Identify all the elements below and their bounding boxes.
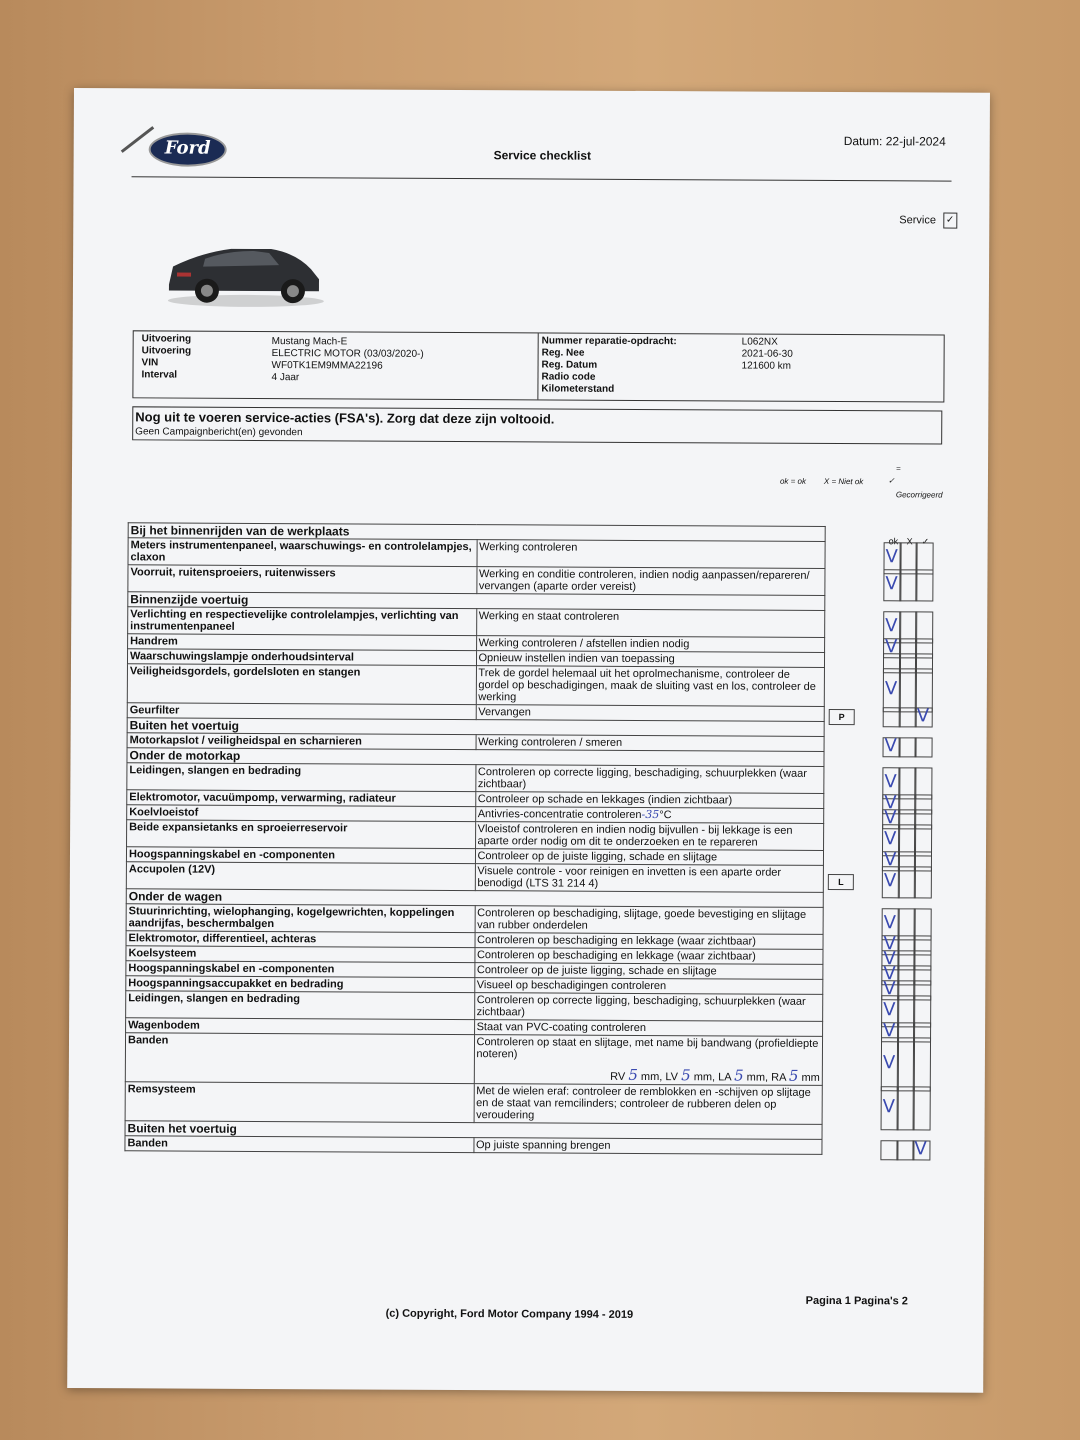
fsa-subtitle: Geen Campaignbericht(en) gevonden — [135, 426, 303, 439]
check-mark-icon: V — [883, 963, 896, 985]
check-action-text: Werking controleren — [479, 541, 578, 554]
check-action-text: Controleer op de juiste ligging, schade en slijtage — [477, 850, 718, 864]
value-km: 121600 km — [741, 360, 792, 372]
check-action — [475, 864, 824, 893]
checklist-row — [125, 1136, 822, 1155]
check-mark-icon: V — [884, 771, 897, 793]
order-labels — [541, 335, 676, 396]
check-action — [474, 1035, 823, 1086]
section-title: Bij het binnenrijden van de werkplaats — [128, 523, 825, 542]
checklist-table — [124, 522, 825, 1155]
checklist-row — [126, 862, 823, 893]
row-tag: L — [828, 874, 854, 890]
tread-unit: mm — [640, 1070, 660, 1084]
corrected-checkbox[interactable] — [915, 737, 933, 758]
date-value: 22-jul-2024 — [885, 134, 946, 149]
page-number: Pagina 1 Pagina's 2 — [805, 1294, 908, 1308]
check-action — [473, 1138, 822, 1155]
check-mark-icon: V — [884, 807, 897, 829]
check-item: Hoogspanningskabel en -componenten — [126, 847, 475, 864]
checklist-row — [125, 1033, 822, 1086]
check-item: Banden — [125, 1033, 474, 1084]
label-interval: Interval — [141, 369, 178, 381]
check-item: Meters instrumentenpaneel, waarschuwings- en controlelampjes, claxon — [128, 538, 477, 567]
corrected-checkbox[interactable] — [914, 866, 932, 899]
checklist-row — [126, 991, 823, 1022]
tread-depths: RV 5 mm, LV 5 mm, LA 5 mm, RA 5 mm — [610, 1065, 820, 1085]
check-mark-icon: V — [914, 1138, 927, 1160]
tread-unit: mm — [801, 1071, 820, 1084]
section-title: Binnenzijde voertuig — [128, 592, 825, 611]
section-title: Buiten het voertuig — [125, 1121, 822, 1140]
check-action-text: Controleren op beschadiging, slijtage, goede bevestiging en slijtage van rubber onderdelen — [477, 907, 807, 932]
tread-lv-label: LV — [665, 1071, 679, 1084]
tread-unit: mm — [746, 1071, 766, 1084]
check-action-text: Vloeistof controleren en indien nodig bijvullen - bij lekkage is een aparte order nodig om dit te onderzoeken en te repareren — [477, 823, 793, 849]
tread-rv-label: RV — [610, 1070, 626, 1083]
tread-lv: 5 — [681, 1066, 691, 1085]
checklist-row — [127, 820, 824, 851]
tread-rv: 5 — [628, 1065, 638, 1084]
col-x: X — [906, 536, 913, 547]
legend-x: X = Niet ok — [823, 476, 864, 487]
check-mark-icon: V — [882, 1096, 896, 1118]
tread-ra-label: RA — [771, 1071, 786, 1084]
label-reg: Reg. Nee — [541, 347, 585, 359]
check-item: Beide expansietanks en sproeierreservoir — [127, 820, 476, 849]
label-order: Nummer reparatie-opdracht: — [541, 335, 677, 348]
value-interval: 4 Jaar — [271, 372, 300, 384]
check-item: Geurfilter — [127, 703, 476, 720]
info-divider — [537, 333, 538, 399]
check-action — [476, 540, 825, 569]
label-km: Kilometerstand — [541, 383, 615, 395]
corrected-checkbox[interactable] — [913, 1086, 931, 1131]
check-item: Leidingen, slangen en bedrading — [127, 763, 476, 792]
check-item: Waarschuwingslampje onderhoudsinterval — [127, 649, 476, 666]
vehicle-values — [271, 336, 423, 385]
car-image — [161, 228, 326, 309]
corrected-checkbox[interactable] — [913, 1037, 931, 1092]
check-action-text: Controleren op beschadiging en lekkage (waar zichtbaar) — [477, 934, 756, 948]
check-action-text: Opnieuw instellen indien van toepassing — [478, 652, 675, 666]
value-reg-date: 2021-06-30 — [741, 348, 793, 360]
check-mark-icon: V — [885, 615, 898, 637]
service-checklist-page — [67, 88, 990, 1393]
col-corrected: ✓ — [921, 536, 930, 547]
check-action-text: Controleren op beschadiging en lekkage (waar zichtbaar) — [476, 949, 756, 963]
fsa-title: Nog uit te voeren service-acties (FSA's). Zorg dat deze zijn voltooid. — [135, 409, 555, 427]
check-action-text: Vervangen — [478, 706, 531, 719]
check-action-text: Controleer op de juiste ligging, schade en slijtage — [476, 964, 717, 978]
section-title: Buiten het voertuig — [127, 718, 824, 737]
checklist-row — [125, 1082, 822, 1125]
check-action-text: Werking controleren / afstellen indien nodig — [478, 637, 690, 651]
check-item: Motorkapslot / veiligheidspal en scharnieren — [127, 733, 476, 750]
check-action-text: Met de wielen eraf: controleer de remblokken en -schijven op slijtage en de staat van remcilinders; controleer de rubberen delen op veroudering — [476, 1085, 811, 1122]
check-action-text: Controleren op correcte ligging, beschadiging, schuurplekken (waar zichtbaar) — [477, 766, 807, 791]
check-action-text: Werking controleren / smeren — [478, 736, 623, 749]
checklist-row — [128, 607, 825, 638]
coolant-value: -35 — [641, 807, 660, 822]
check-action — [475, 765, 824, 794]
check-item: Veiligheidsgordels, gordelsloten en stangen — [127, 664, 476, 705]
section-title: Onder de motorkap — [127, 748, 824, 767]
label-radio: Radio code — [541, 371, 596, 383]
vehicle-labels — [141, 333, 191, 381]
check-action-text: Controleer op schade en lekkages (indien zichtbaar) — [477, 793, 733, 807]
service-label: Service — [899, 214, 937, 227]
check-action-text: Visueel op beschadigingen controleren — [476, 979, 667, 993]
ford-logo: Ford — [149, 132, 227, 166]
value-vin: WF0TK1EM9MMA22196 — [271, 360, 383, 372]
check-item: Remsysteem — [125, 1082, 474, 1123]
check-action-text: Controleren op staat en slijtage, met name bij bandwang (profieldiepte noteren) — [476, 1036, 819, 1061]
check-action-text: Trek de gordel helemaal uit het oprolmechanisme, controleer de gordel op beschadigingen, maak de sluiting vast en los, controleer de werking — [478, 667, 816, 704]
check-mark-icon: V — [883, 870, 897, 892]
checklist-row — [127, 664, 824, 707]
check-item: Voorruit, ruitensproeiers, ruitenwissers — [128, 565, 477, 594]
col-ok: ok — [888, 536, 899, 547]
check-item: Stuurinrichting, wielophanging, kogelgewrichten, koppelingen aandrijfas, beschermbalgen — [126, 904, 475, 933]
check-item: Banden — [125, 1136, 474, 1153]
check-item: Elektromotor, vacuümpomp, verwarming, radiateur — [127, 790, 476, 807]
check-item: Accupolen (12V) — [126, 862, 475, 891]
check-action — [474, 1084, 823, 1125]
check-action-text: Visuele controle - voor reinigen en invetten is een aparte order benodigd (LTS 31 214 4) — [477, 865, 782, 890]
check-mark-icon: V — [883, 948, 896, 970]
copyright: (c) Copyright, Ford Motor Company 1994 - 2019 — [385, 1307, 634, 1321]
check-item: Verlichting en respectievelijke controlelampjes, verlichting van instrumentenpaneel — [128, 607, 477, 636]
check-mark-icon: V — [884, 678, 898, 700]
check-mark-icon: V — [884, 828, 897, 850]
row-tag: P — [829, 709, 855, 725]
check-mark-icon: V — [882, 1052, 896, 1074]
corrected-checkbox[interactable] — [915, 569, 933, 602]
coolant-unit: °C — [659, 809, 672, 822]
header-divider — [132, 176, 952, 181]
tread-unit: mm — [693, 1071, 713, 1084]
tread-la-label: LA — [718, 1071, 732, 1084]
check-mark-icon: V — [883, 933, 896, 955]
check-action — [476, 567, 825, 596]
legend-eq: = — [895, 464, 901, 474]
check-mark-icon: V — [885, 546, 898, 568]
check-mark-icon: V — [883, 978, 896, 1000]
tread-la: 5 — [734, 1066, 744, 1085]
date-label: Datum: — [843, 134, 883, 149]
check-item: Hoogspanningskabel en -componenten — [126, 961, 475, 978]
check-mark-icon: V — [883, 912, 897, 934]
check-mark-icon: V — [883, 999, 896, 1021]
value-motor: ELECTRIC MOTOR (03/03/2020-) — [271, 348, 424, 360]
order-values — [742, 336, 793, 372]
tread-ra: 5 — [788, 1066, 799, 1085]
label-reg-date: Reg. Datum — [541, 359, 598, 371]
check-mark-icon: V — [884, 735, 897, 757]
check-action-text: Staat van PVC-coating controleren — [476, 1021, 646, 1035]
check-mark-icon: V — [883, 849, 897, 871]
check-item: Leidingen, slangen en bedrading — [126, 991, 475, 1020]
check-mark-icon: V — [885, 636, 898, 658]
check-action-text: Werking en conditie controleren, indien nodig aanpassen/repareren/ vervangen (aparte order vereist) — [478, 568, 810, 593]
check-item: Wagenbodem — [126, 1018, 475, 1035]
label-uitvoering: Uitvoering — [141, 333, 192, 345]
fsa-box — [132, 406, 942, 444]
check-action-text: Antivries-concentratie controleren — [477, 808, 642, 821]
vehicle-info-box — [132, 330, 944, 402]
check-item: Handrem — [128, 634, 477, 651]
checklist-row — [126, 904, 823, 935]
check-action — [475, 906, 824, 935]
check-action — [475, 822, 824, 851]
check-mark-icon: V — [883, 1020, 896, 1042]
service-checkbox-row — [899, 212, 957, 228]
check-action — [476, 666, 825, 707]
check-action-text: Op juiste spanning brengen — [475, 1139, 611, 1152]
page-title: Service checklist — [493, 148, 592, 163]
check-item: Koelvloeistof — [127, 805, 476, 822]
value-model: Mustang Mach-E — [271, 336, 348, 348]
check-item: Hoogspanningsaccupakket en bedrading — [126, 976, 475, 993]
check-item: Elektromotor, differentieel, achteras — [126, 931, 475, 948]
section-title: Onder de wagen — [126, 889, 823, 908]
label-uitvoering-2: Uitvoering — [141, 345, 192, 357]
check-item: Koelsysteem — [126, 946, 475, 963]
check-action — [476, 609, 825, 638]
check-action-text: Controleren op correcte ligging, beschadiging, schuurplekken (waar zichtbaar) — [476, 994, 806, 1019]
value-reg: L062NX — [741, 336, 778, 348]
checklist-row — [127, 763, 824, 794]
check-action-text: Werking en staat controleren — [478, 610, 620, 623]
service-checkbox[interactable]: ✓ — [943, 213, 957, 229]
check-mark-icon: V — [916, 705, 930, 727]
label-vin: VIN — [141, 357, 159, 369]
legend-ok: ok = ok — [779, 476, 806, 486]
check-mark-icon: V — [885, 573, 898, 595]
legend-corr-mark: ✓ — [887, 476, 895, 486]
legend-corr: Gecorrigeerd — [895, 490, 943, 500]
check-mark-icon: V — [884, 792, 897, 814]
check-action — [474, 993, 823, 1022]
checklist-row — [128, 565, 825, 596]
date — [844, 134, 946, 149]
checklist-row — [128, 538, 825, 569]
